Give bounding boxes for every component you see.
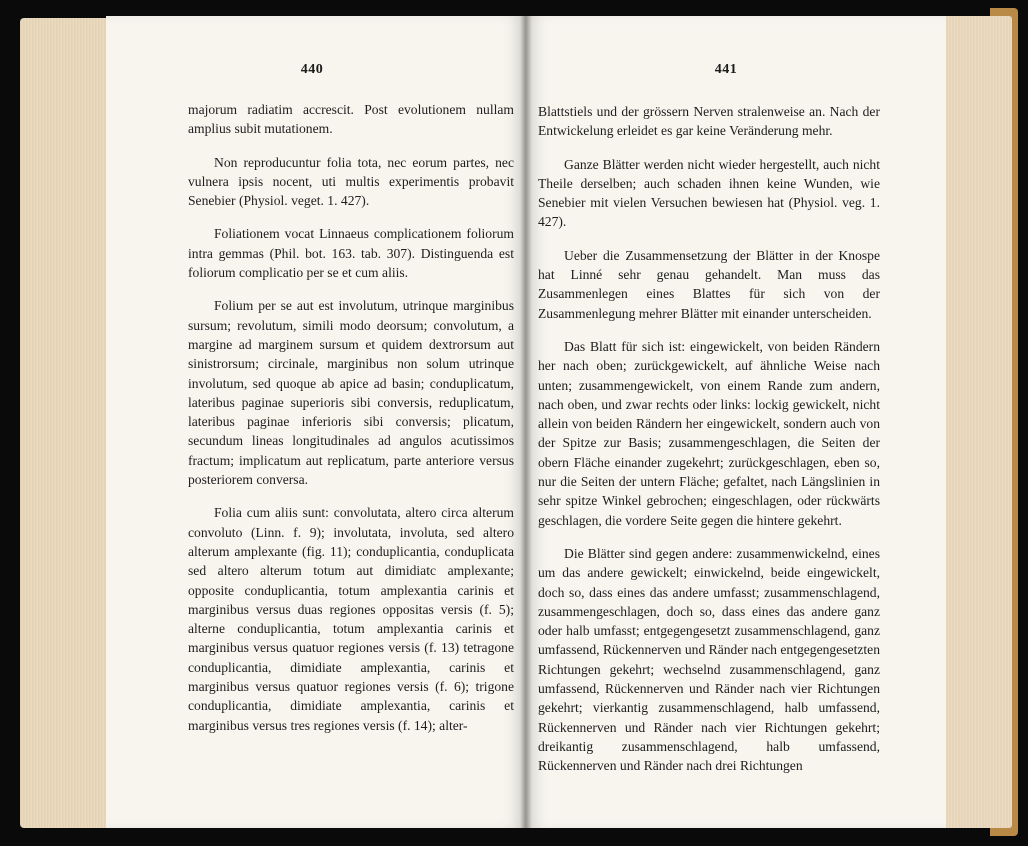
left-paragraph-2: Non reproducuntur folia tota, nec eorum partes, nec vulnera ipsis nocent, uti multis experimentis probavit Senebier (Physiol. veget. 1. 427). bbox=[188, 154, 514, 209]
right-page bbox=[526, 16, 946, 828]
right-paragraph-5: Die Blätter sind gegen andere: zusammenwickelnd, eines um das andere gewickelt; einwickelnd, beide eingewickelt, doch so, dass eines das andere umfasst; zusammenschlagend, zusammengeschlagen, doch so, dass eines das andere ganz oder halb umfasst; entgegengesetzt zusammenschlagend, ganz umfassend, Rückennerven und Ränder nach entgegengesetzten Richtungen gekehrt; wechselnd zusammenschlagend, ganz umfassend, Rückennerven und Ränder nach vier Richtungen gekehrt; vierkantig zusammenschlagend, halb umfassend, Rückennerven und Ränder nach vier Richtungen gekehrt; dreikantig zusammenschlagend, halb umfassend, Rückennerven und Ränder nach drei Richtungen bbox=[538, 545, 880, 774]
page-number-left: 440 bbox=[300, 62, 324, 77]
left-page-text bbox=[188, 100, 514, 735]
right-paragraph-1: Blattstiels und der grössern Nerven stralenweise an. Nach der Entwickelung erleidet es gar keine Veränderung mehr. bbox=[538, 104, 880, 139]
left-paragraph-1: majorum radiatim accrescit. Post evolutionem nullam amplius subit mutationem. bbox=[188, 102, 514, 137]
left-paragraph-5: Folia cum aliis sunt: convolutata, altero circa alterum convoluto (Linn. f. 9); involutata, involuta, sed altero alterum amplexante (fig. 11); conduplicantia, conduplicata sed altero alterum totum aut dimidiatc amplexante; opposite conduplicantia, totum amplexantia carinis et marginibus versus duas regiones oppositas versis (f. 5); alterne conduplicantia, totum amplexantia carinis et marginibus versus quatuor regiones versis (f. 13) tetragone conduplicantia, dimidiate amplexantia, carinis et marginibus versus quatuor regiones versis (f. 6); trigone conduplicantia, dimidiate amplexantia, carinis et marginibus versus tres regiones versis (f. 14); alter- bbox=[188, 505, 514, 733]
book-gutter bbox=[520, 16, 532, 828]
right-page-stack bbox=[946, 16, 1012, 828]
right-page-text bbox=[538, 102, 880, 776]
left-paragraph-3: Foliationem vocat Linnaeus complicationem foliorum intra gemmas (Phil. bot. 163. tab. 307). Distinguenda est foliorum complicatio per se et cum aliis. bbox=[188, 226, 514, 281]
left-paragraph-4: Folium per se aut est involutum, utrinque marginibus sursum; revolutum, simili modo deorsum; convolutum, a margine ad marginem sursum et quidem dextrorsum aut sinistrorsum; circinale, marginibus non solum utrinque involutum, sed quoque ab apice ad basin; conduplicatum, lateribus paginae superioris sibi conversis, reduplicatum, lateribus paginae inferioris sibi conversis; plicatum, secundum lineas longitudinales ad angulos acutissimos fractum; implicatum aut replicatum, parte anteriore versus posteriorem conversa. bbox=[188, 298, 514, 488]
right-paragraph-2: Ganze Blätter werden nicht wieder hergestellt, auch nicht Theile derselben; auch schaden ihnen keine Wunden, wie Senebier mit vielen Versuchen bewiesen hat (Physiol. veg. 1. 427). bbox=[538, 156, 880, 230]
right-paragraph-3: Ueber die Zusammensetzung der Blätter in der Knospe hat Linné sehr genau gehandelt. Man muss das Zusammenlegen eines Blattes für sich von der Zusammenlegung mehrer Blätter mit einander unterscheiden. bbox=[538, 247, 880, 321]
left-page bbox=[106, 16, 526, 828]
right-paragraph-4: Das Blatt für sich ist: eingewickelt, von beiden Rändern her nach oben; zurückgewickelt, auf ähnliche Weise nach unten; zusammengewickelt, von einem Rande zum andern, nach oben, und zwar rechts oder links: lockig gewickelt, nicht allein von beiden Rändern her eingewickelt, sondern auch von der Spitze zur Basis; zusammengeschlagen, die Seiten der obern Fläche einander zugekehrt; zurückgeschlagen, eben so, nur die Seiten der untern Fläche; gefaltet, nach Längslinien in sehr spitze Winkel gebrochen; eingeschlagen, oder rückwärts geschlagen, die vordere Seite gegen die hintere gekehrt. bbox=[538, 338, 880, 528]
left-page-stack bbox=[20, 18, 108, 828]
page-number-right: 441 bbox=[714, 62, 738, 77]
